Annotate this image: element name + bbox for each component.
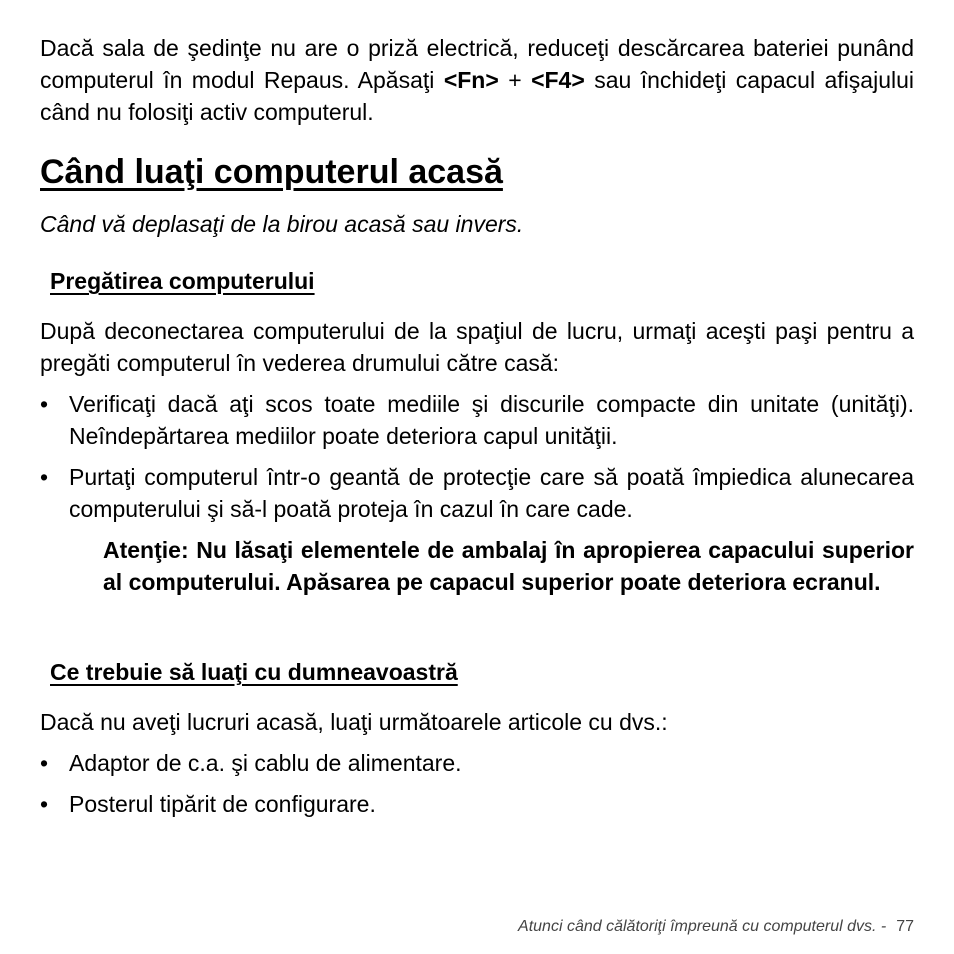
intro-text: Dacă sala de şedinţe nu are o priză electrică, reduceţi descărcarea bateriei punând computerul în modul Repaus. Apăsaţi (40, 35, 914, 93)
heading-prep: Pregătirea computerului (50, 268, 315, 294)
list-item-text: Verificaţi dacă aţi scos toate mediile şi discurile compacte din unitate (unităţi). Neîndepărtarea mediilor poate deteriora capul unităţii. (69, 391, 914, 449)
document-page (40, 0, 914, 954)
plus-sign: + (498, 67, 532, 93)
bullet-marker: • (40, 464, 49, 490)
list-item-text: Purtaţi computerul într-o geantă de protecţie care să poată împiedica alunecarea computerului şi să-l poată proteja în cazul în care cade. (69, 464, 914, 522)
list-item-text: Posterul tipărit de configurare. (69, 791, 376, 817)
page-footer (518, 916, 914, 938)
bullet-marker: • (40, 791, 49, 817)
section-subtitle: Când vă deplasaţi de la birou acasă sau invers. (40, 211, 524, 237)
bullet-marker: • (40, 391, 49, 417)
key-fn: <Fn> (443, 67, 499, 93)
take-intro: Dacă nu aveţi lucruri acasă, luaţi următoarele articole cu dvs.: (40, 709, 668, 735)
list-item-text: Adaptor de c.a. şi cablu de alimentare. (69, 750, 462, 776)
section-title: Când luaţi computerul acasă (40, 153, 503, 191)
key-f4: <F4> (531, 67, 585, 93)
footer-text: Atunci când călătoriţi împreună cu computerul dvs. - (518, 918, 887, 935)
prep-intro: După deconectarea computerului de la spaţiul de lucru, urmaţi aceşti paşi pentru a pregăti computerul în vederea drumului către casă: (40, 318, 914, 376)
intro-text-end: sau închideţi capacul afişajului când nu folosiţi activ computerul. (40, 67, 914, 125)
bullet-marker: • (40, 750, 49, 776)
intro-paragraph (40, 32, 914, 128)
warning-note: Atenţie: Nu lăsaţi elementele de ambalaj în apropierea capacului superior al computerului. Apăsarea pe capacul superior poate deteriora ecranul. (103, 537, 914, 595)
heading-take: Ce trebuie să luaţi cu dumneavoastră (50, 659, 458, 685)
page-number: 77 (896, 918, 914, 935)
